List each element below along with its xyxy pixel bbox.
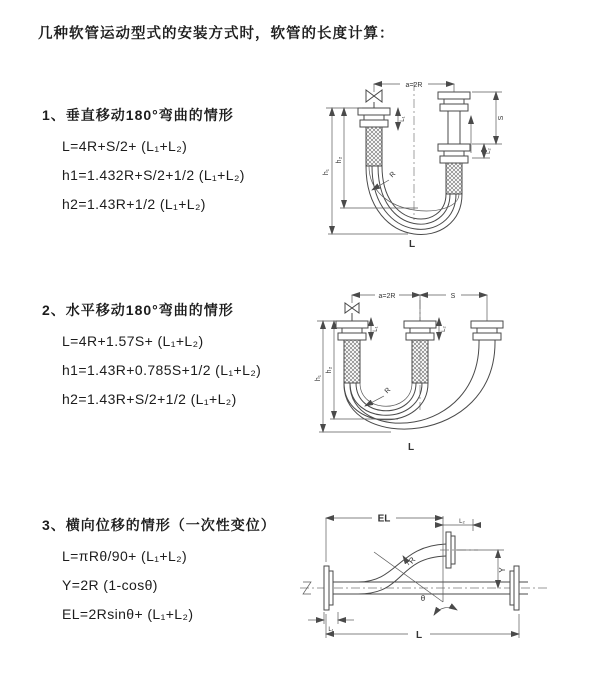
formula-h1: h1=1.432R+S/2+1/2 (L₁+L₂) xyxy=(62,167,245,183)
lateral-displacement-drawing xyxy=(296,504,556,654)
formula-h1: h1=1.43R+0.785S+1/2 (L₁+L₂) xyxy=(62,362,262,378)
dim-l-label: L xyxy=(408,239,416,250)
section-horizontal-movement xyxy=(42,300,322,407)
section-lateral-displacement xyxy=(42,515,322,622)
valve-icon xyxy=(345,303,359,321)
formula-h2: h2=1.43R+S/2+1/2 (L₁+L₂) xyxy=(62,391,237,407)
dim-h2-label: h₂ xyxy=(326,366,333,374)
dim-theta-label: θ xyxy=(420,594,426,603)
vertical-bend-drawing xyxy=(308,68,530,258)
dim-s-label: S xyxy=(450,293,456,300)
formula-l: L=4R+S/2+ (L₁+L₂) xyxy=(62,138,188,154)
right-flange xyxy=(471,321,503,340)
dim-h2-label: h₂ xyxy=(336,156,343,164)
dim-r-label: R xyxy=(406,555,418,566)
horizontal-bend-drawing xyxy=(303,280,540,458)
dim-l-label: L xyxy=(407,442,415,453)
left-flange xyxy=(336,321,368,383)
diagram-vertical-180-bend xyxy=(308,68,530,263)
middle-flange xyxy=(404,321,436,383)
section-vertical-movement xyxy=(42,105,322,212)
dim-l2-label: L₂ xyxy=(486,148,492,154)
formula-l: L=4R+1.57S+ (L₁+L₂) xyxy=(62,333,204,349)
dim-l1-label: L₁ xyxy=(373,326,379,332)
right-pipe xyxy=(438,92,470,194)
dim-y-label: Y xyxy=(498,567,507,573)
dim-r-label: R xyxy=(388,170,398,180)
page-title: 几种软管运动型式的安装方式时，软管的长度计算： xyxy=(38,26,395,42)
dim-el-label: EL xyxy=(377,513,391,525)
formula-y: Y=2R (1-cosθ) xyxy=(62,577,158,593)
dim-s-label: S xyxy=(498,115,505,121)
dim-l2-label: L₂ xyxy=(459,519,465,525)
section-1-heading: 1、垂直移动180°弯曲的情形 xyxy=(42,107,234,123)
dim-l1-label: L₁ xyxy=(328,627,334,633)
dim-a2r-label: a=2R xyxy=(405,82,423,89)
dim-l1-label: L₁ xyxy=(400,116,406,122)
diagram-horizontal-180-bend xyxy=(303,280,540,463)
diagram-lateral-displacement xyxy=(296,504,556,659)
dim-r-label: R xyxy=(383,386,393,396)
section-2-heading: 2、水平移动180°弯曲的情形 xyxy=(42,302,234,318)
dim-a2r-label: a=2R xyxy=(378,293,396,300)
displaced-hose xyxy=(358,532,478,594)
formula-h2: h2=1.43R+1/2 (L₁+L₂) xyxy=(62,196,206,212)
dim-h1-label: h₁ xyxy=(323,168,330,176)
valve-icon xyxy=(366,90,382,108)
left-flange xyxy=(358,108,390,166)
dim-h1-label: h₁ xyxy=(315,374,322,382)
formula-el: EL=2Rsinθ+ (L₁+L₂) xyxy=(62,606,194,622)
formula-l: L=πRθ/90+ (L₁+L₂) xyxy=(62,548,188,564)
construction-lines xyxy=(374,513,457,615)
dim-l2-label: L₂ xyxy=(441,326,447,332)
dim-l-label: L xyxy=(415,630,423,641)
section-3-heading: 3、横向位移的情形（一次性变位） xyxy=(42,517,276,533)
